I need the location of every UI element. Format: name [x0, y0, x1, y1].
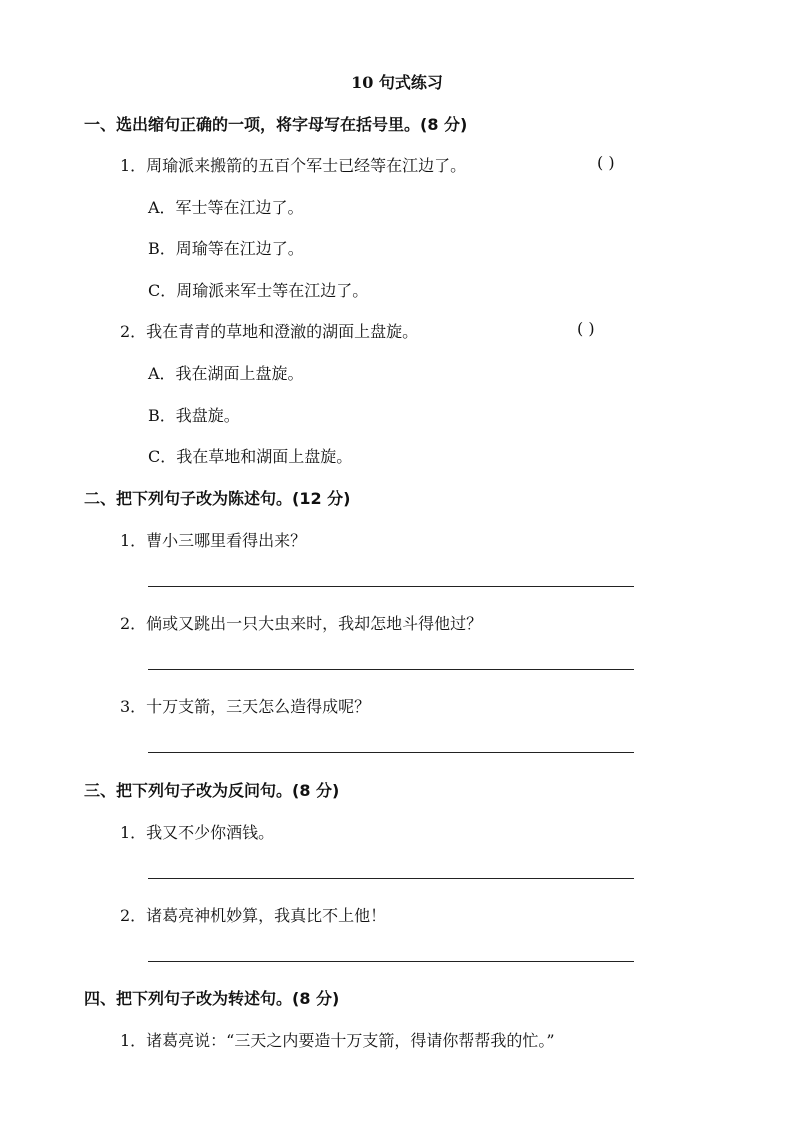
- section-1-question-1: 1．周瑜派来搬箭的五百个军士已经等在江边了。: [120, 156, 467, 175]
- option-b: B．我盘旋。: [148, 406, 240, 425]
- section-2-question-1: 1．曹小三哪里看得出来？: [120, 531, 307, 550]
- answer-line[interactable]: [148, 752, 634, 753]
- answer-line[interactable]: [148, 669, 634, 670]
- answer-line[interactable]: [148, 961, 634, 962]
- section-1-question-2: 2．我在青青的草地和澄澈的湖面上盘旋。: [120, 322, 419, 341]
- option-b: B．周瑜等在江边了。: [148, 239, 304, 258]
- section-2-question-2: 2．倘或又跳出一只大虫来时，我却怎地斗得他过？: [120, 614, 483, 633]
- section-3-heading: 三、把下列句子改为反问句。(8 分): [84, 781, 340, 800]
- section-2-heading: 二、把下列句子改为陈述句。(12 分): [84, 489, 351, 508]
- section-3-question-2: 2．诸葛亮神机妙算，我真比不上他！: [120, 906, 387, 925]
- section-1-heading: 一、选出缩句正确的一项，将字母写在括号里。(8 分): [84, 115, 468, 134]
- option-c: C．周瑜派来军士等在江边了。: [148, 281, 369, 300]
- option-a: A．军士等在江边了。: [148, 198, 304, 217]
- answer-parentheses[interactable]: ( ): [577, 319, 595, 338]
- worksheet-title: 10 句式练习: [351, 73, 443, 92]
- answer-parentheses[interactable]: ( ): [597, 153, 615, 172]
- option-c: C．我在草地和湖面上盘旋。: [148, 447, 353, 466]
- section-4-heading: 四、把下列句子改为转述句。(8 分): [84, 989, 340, 1008]
- option-a: A．我在湖面上盘旋。: [148, 364, 304, 383]
- section-3-question-1: 1．我又不少你酒钱。: [120, 823, 275, 842]
- section-4-question-1: 1．诸葛亮说：“三天之内要造十万支箭，得请你帮帮我的忙。”: [120, 1031, 555, 1050]
- answer-line[interactable]: [148, 878, 634, 879]
- section-2-question-3: 3．十万支箭，三天怎么造得成呢？: [120, 697, 371, 716]
- answer-line[interactable]: [148, 586, 634, 587]
